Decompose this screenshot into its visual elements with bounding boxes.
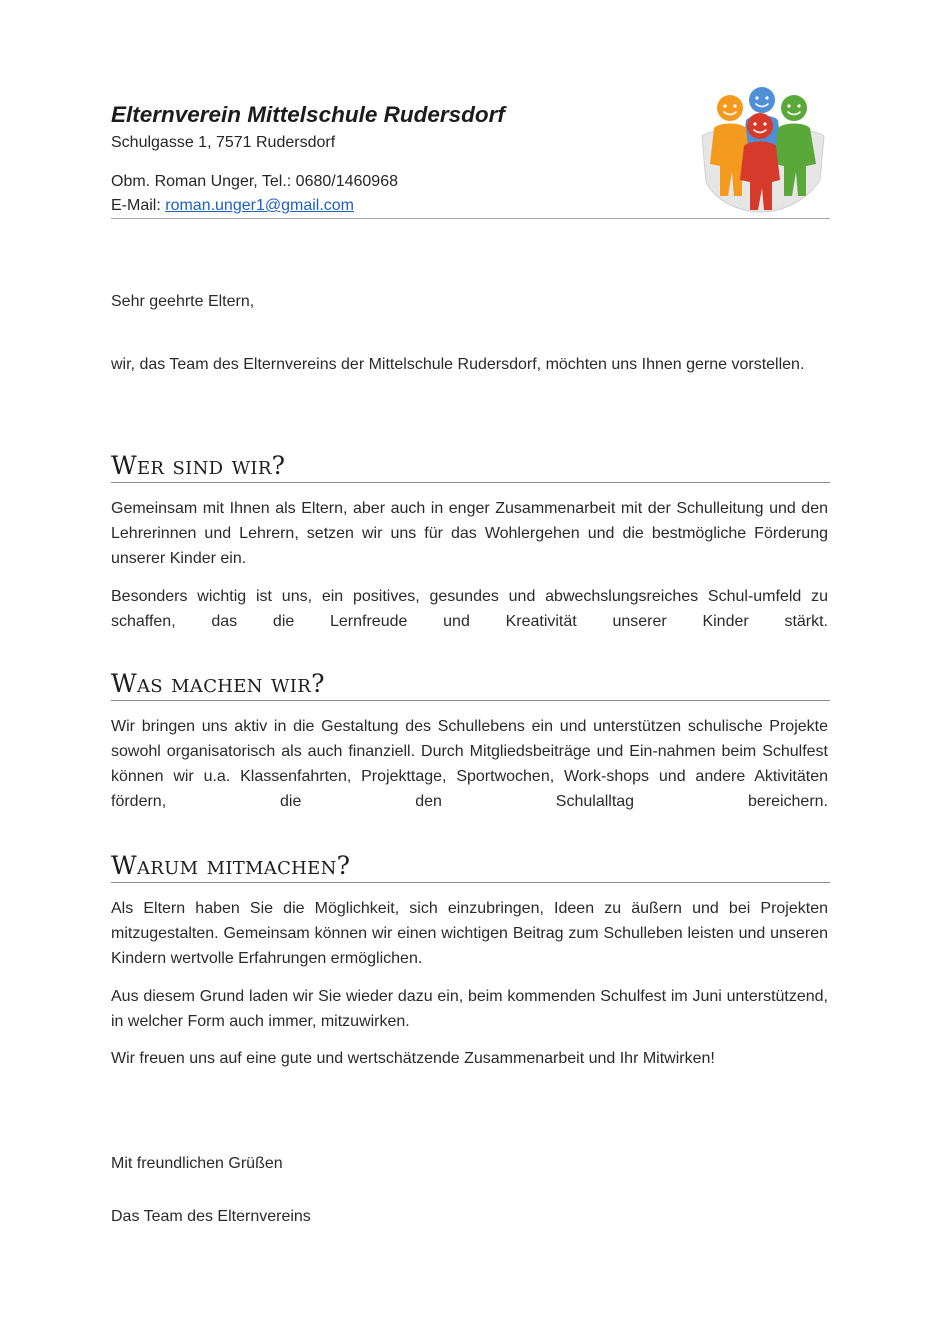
section-what-paragraph-1: Wir bringen uns aktiv in die Gestaltung des Schullebens ein und unterstützen schulische Projekte sowohl organisatorisch als auch finanziell. Durch Mitgliedsbeiträge und Ein-nahmen beim Schulfest können wir u.a. Klassenfahrten, Projekttage, Sportwochen, Work-shops und andere Aktivitäten fördern, die den Schulalltag bereichern.: [111, 718, 828, 810]
people-group-logo-icon: [694, 84, 830, 214]
letterhead: [111, 100, 830, 219]
section-why-paragraph-3: Wir freuen uns auf eine gute und wertschätzende Zusammenarbeit und Ihr Mitwirken!: [111, 1050, 715, 1067]
section-who-paragraph-2: Besonders wichtig ist uns, ein positives, gesundes und abwechslungsreiches Schul-umfeld zu schaffen, das die Lernfreude und Kreativität unserer Kinder stärkt.: [111, 588, 828, 630]
section-heading-what: [111, 670, 830, 701]
section-why-paragraph-1: Als Eltern haben Sie die Möglichkeit, sich einzubringen, Ideen zu äußern und bei Projekten mitzugestalten. Gemeinsam können wir einen wichtigen Beitrag zum Schulleben leisten und unseren Kindern wertvolle Erfahrungen ermöglichen.: [111, 900, 828, 967]
email-label: E-Mail:: [111, 197, 166, 214]
section-title: Wer sind wir?: [111, 451, 286, 480]
email-line: [111, 197, 354, 215]
contact-line: Obm. Roman Unger, Tel.: 0680/1460968: [111, 173, 398, 190]
intro-paragraph: wir, das Team des Elternvereins der Mittelschule Rudersdorf, möchten uns Ihnen gerne vorstellen.: [111, 356, 805, 373]
signature: Das Team des Elternvereins: [111, 1208, 311, 1225]
organization-name: Elternverein Mittelschule Rudersdorf: [111, 102, 505, 127]
section-why-paragraph-2: Aus diesem Grund laden wir Sie wieder dazu ein, beim kommenden Schulfest im Juni unterstützend, in welcher Form auch immer, mitzuwirken.: [111, 988, 828, 1030]
section-title: Warum mitmachen?: [111, 851, 351, 880]
section-who-paragraph-1: Gemeinsam mit Ihnen als Eltern, aber auch in enger Zusammenarbeit mit der Schulleitung und den Lehrerinnen und Lehrern, setzen wir uns für das Wohlergehen und die bestmögliche Förderung unserer Kinder ein.: [111, 500, 828, 567]
email-link[interactable]: roman.unger1@gmail.com: [165, 197, 354, 214]
section-heading-who: [111, 452, 830, 483]
salutation: Sehr geehrte Eltern,: [111, 293, 255, 310]
address-line: Schulgasse 1, 7571 Rudersdorf: [111, 134, 336, 151]
section-title: Was machen wir?: [111, 669, 325, 698]
closing: Mit freundlichen Grüßen: [111, 1155, 283, 1172]
section-heading-why: [111, 852, 830, 883]
